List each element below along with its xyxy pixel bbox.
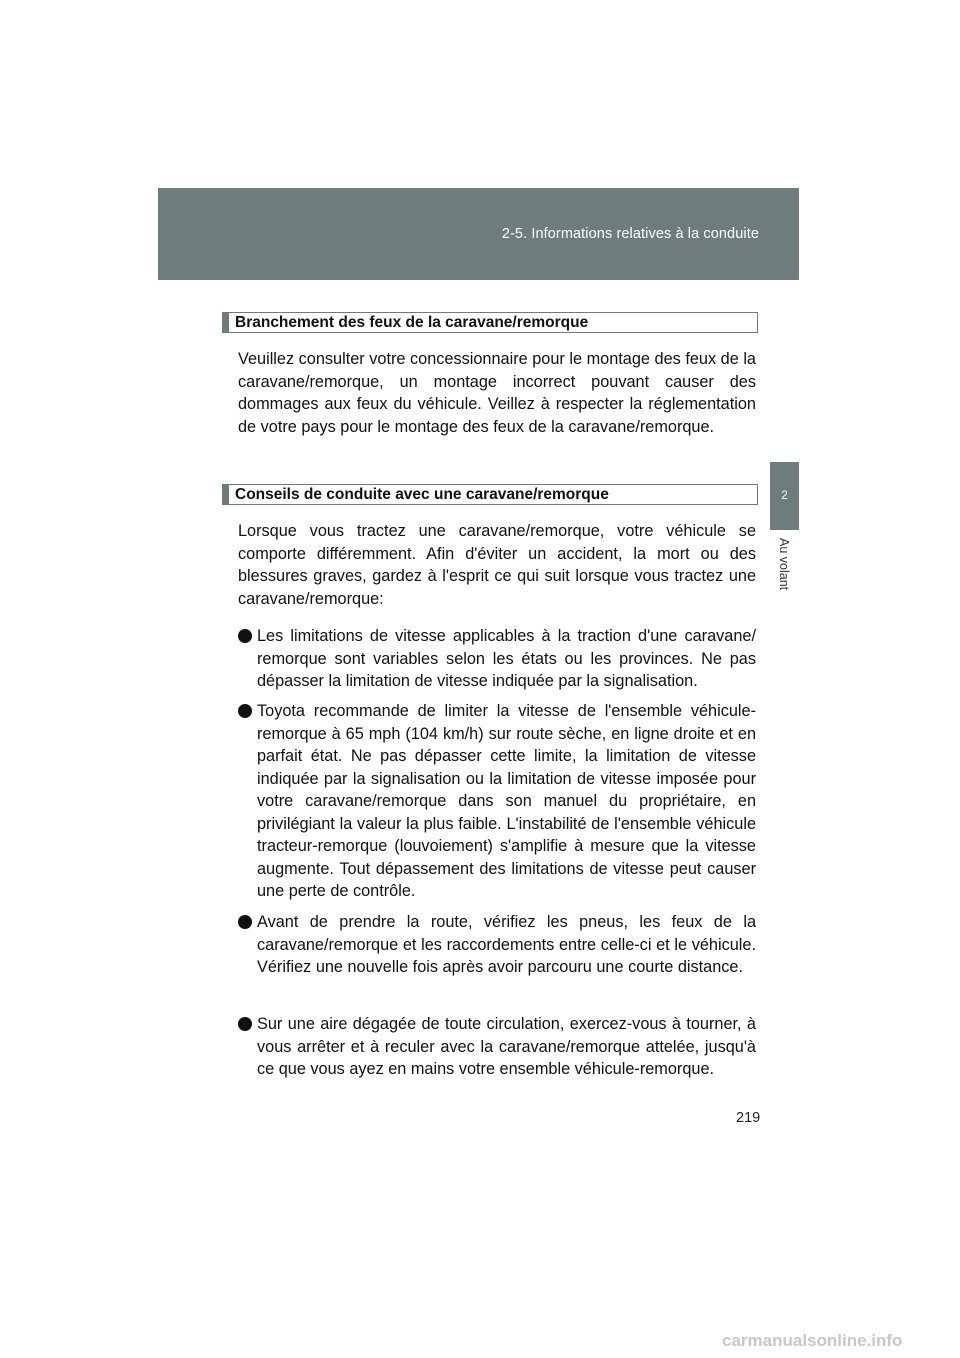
section-paragraph-lights: Veuillez consulter votre concessionnaire pour le montage des feux de la caravane/remorque, un montage incorrect pouvant causer des dommages aux feux du véhicule. Veillez à respecter la réglementation de votre pays pour le montage des feux de la caravane/remorque.	[238, 350, 756, 436]
chapter-label: Au volant	[777, 538, 791, 591]
bullet-icon	[238, 915, 252, 929]
section-heading-text: Conseils de conduite avec une caravane/remorque	[235, 486, 609, 503]
list-item	[238, 625, 756, 693]
list-item-text: Avant de prendre la route, vérifiez les pneus, les feux de la caravane/remorque et les raccordements entre celle-ci et le véhicule. Vérifiez une nouvelle fois après avoir parcouru une courte distance.	[257, 913, 756, 976]
list-item	[238, 700, 756, 903]
chapter-number: 2	[781, 488, 788, 502]
watermark: carmanualsonline.info	[722, 1331, 903, 1350]
section-heading-lights	[222, 312, 758, 333]
bullet-icon	[238, 1017, 252, 1031]
header-band	[158, 188, 799, 280]
section-heading-text: Branchement des feux de la caravane/remorque	[235, 314, 589, 331]
list-item	[238, 1013, 756, 1081]
bullet-icon	[238, 629, 252, 643]
bullet-icon	[238, 704, 252, 718]
chapter-tab	[770, 462, 799, 530]
section-heading-driving-tips	[222, 484, 758, 505]
page-number: 219	[736, 1110, 761, 1126]
section-paragraph-driving-tips: Lorsque vous tractez une caravane/remorque, votre véhicule se comporte différemment. Afin d'éviter un accident, la mort ou des blessures graves, gardez à l'esprit ce qui suit lorsque vous tractez une caravane/remorque:	[238, 522, 756, 608]
header-title: 2-5. Informations relatives à la conduite	[501, 226, 759, 242]
list-item-text: Toyota recommande de limiter la vitesse de l'ensemble véhicule-remorque à 65 mph (104 km/h) sur route sèche, en ligne droite et en parfait état. Ne pas dépasser cette limite, la limitation de vitesse indiquée par la signalisation ou la limitation de vitesse imposée pour votre caravane/remorque dans son manuel du propriétaire, en privilégiant la valeur la plus faible. L'instabilité de l'ensemble véhicule tracteur-remorque (louvoiement) s'amplifie à mesure que la vitesse augmente. Tout dépassement des limitations de vitesse peut causer une perte de contrôle.	[257, 702, 756, 900]
list-item-text: Les limitations de vitesse applicables à la traction d'une caravane/ remorque sont variables selon les états ou les provinces. Ne pas dépasser la limitation de vitesse indiquée par la signalisation.	[257, 627, 756, 690]
list-item	[238, 911, 756, 979]
list-item-text: Sur une aire dégagée de toute circulation, exercez-vous à tourner, à vous arrêter et à reculer avec la caravane/remorque attelée, jusqu'à ce que vous ayez en mains votre ensemble véhicule-remorque.	[257, 1015, 756, 1078]
